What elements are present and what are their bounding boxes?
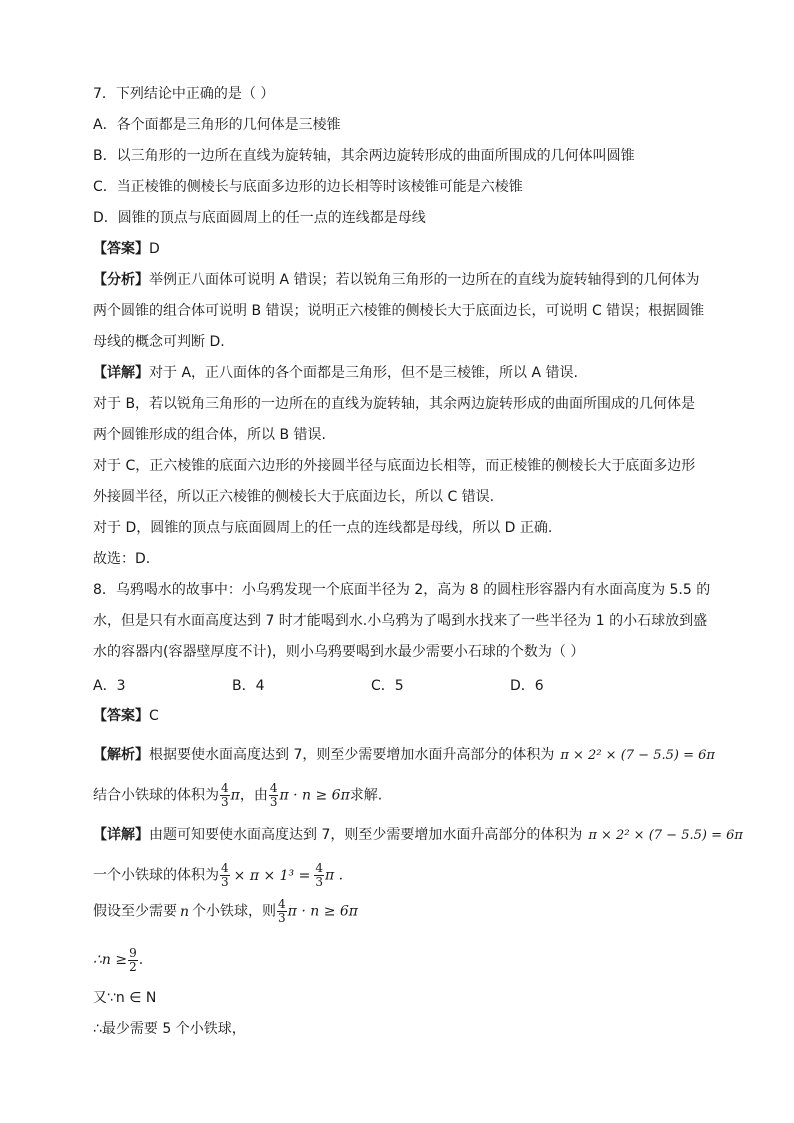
analysis-tag: 【分析】 [93,272,149,288]
q7-stem: 7．下列结论中正确的是（ ） [93,86,275,102]
q7-detail-line-1 [93,363,578,383]
detail-text: 对于 A，正八面体的各个面都是三角形，但不是三棱锥，所以 A 错误. [149,365,578,381]
q8-detail-line-3 [93,898,358,924]
q8-option-d: D．6 [510,678,544,694]
q8-detail-line-2 [93,862,343,888]
q8-detail-line-6: ∴最少需要 5 个小铁球， [93,1021,246,1037]
q8-stem-line-2: 水，但是只有水面高度达到 7 时才能喝到水.小乌鸦为了喝到水找来了一些半径为 1 的小石球放到盛 [93,613,708,629]
q7-choose: 故选：D. [93,551,151,567]
pi-symbol: π . [325,867,344,884]
detail-text: 一个小铁球的体积为 [93,867,219,884]
q7-detail-line-5: 外接圆半径，所以正六棱锥的侧棱长大于底面边长，所以 C 错误. [93,489,495,505]
product-expression: × π × 1³ = [233,867,311,884]
detail-text: 个小铁球，则 [192,903,277,920]
pi-symbol: π [230,787,240,804]
detail-text: 由题可知要使水面高度达到 7，则至少需要增加水面升高部分的体积为 [149,827,583,843]
q8-stem-line-3: 水的容器内(容器壁厚度不计)，则小乌鸦要喝到水最少需要小石球的个数为（ ） [93,644,585,660]
detail-text: 假设至少需要 [93,903,177,920]
q8-option-b: B．4 [232,678,265,694]
q7-option-c: C．当正棱锥的侧棱长与底面多边形的边长相等时该棱锥可能是六棱锥 [93,179,523,195]
q8-analysis-line-2 [93,782,382,808]
q7-option-b: B．以三角形的一边所在直线为旋转轴，其余两边旋转形成的曲面所围成的几何体叫圆锥 [93,148,635,164]
fraction-4-3: $\frac{4}{3}$ [278,897,286,925]
q8-stem-line-1: 8．乌鸦喝水的故事中：小乌鸦发现一个底面半径为 2，高为 8 的圆柱形容器内有水面高度为 5.5 的 [93,582,711,598]
analysis-formula: π × 2² × (7 − 5.5) = 6π [560,748,715,763]
fraction-4-3: $\frac{4}{3}$ [315,861,323,889]
q8-detail-line-1 [93,825,743,845]
q8-option-a: A．3 [93,678,126,694]
q7-detail-line-2: 对于 B，若以锐角三角形的一边所在的直线为旋转轴，其余两边旋转形成的曲面所围成的几何体是 [93,396,696,412]
answer-value: D [149,241,160,257]
q7-analysis-line-2: 两个圆锥的组合体可说明 B 错误；说明正六棱锥的侧棱长大于底面边长，可说明 C 错误；根据圆锥 [93,303,705,319]
variable-n: n [180,903,190,920]
inequality: π · n ≥ 6π [279,787,350,804]
answer-tag: 【答案】 [93,241,149,257]
q8-option-c: C．5 [371,678,404,694]
q7-analysis-line-3: 母线的概念可判断 D. [93,334,225,350]
inequality: π · n ≥ 6π [287,903,358,920]
q7-detail-line-6: 对于 D，圆锥的顶点与底面圆周上的任一点的连线都是母线，所以 D 正确. [93,520,553,536]
q7-detail-line-4: 对于 C，正六棱锥的底面六边形的外接圆半径与底面边长相等，而正棱锥的侧棱长大于底面多边形 [93,458,696,474]
q8-options [93,676,544,696]
q7-answer [93,239,160,259]
n-inequality: ∴n ≥ [93,952,128,968]
detail-tag: 【详解】 [93,827,149,843]
q7-analysis-line-1 [93,270,699,290]
analysis-text: 根据要使水面高度达到 7，则至少需要增加水面升高部分的体积为 [149,747,555,763]
q8-detail-line-4: ∴n ≥ $\frac{9}{2}$ . [93,945,144,974]
fraction-4-3: $\frac{4}{3}$ [221,861,229,889]
q7-option-d: D．圆锥的顶点与底面圆周上的任一点的连线都是母线 [93,210,426,226]
fraction-4-3: $\frac{4}{3}$ [269,781,278,809]
answer-tag: 【答案】 [93,708,149,724]
analysis-text: ，由 [239,787,268,804]
q7-option-a: A．各个面都是三角形的几何体是三棱锥 [93,117,341,133]
q8-detail-line-5: 又∵n ∈ N [93,990,157,1006]
detail-formula: π × 2² × (7 − 5.5) = 6π [588,828,743,843]
fraction-9-2: $\frac{9}{2}$ [129,945,137,974]
analysis-text: 结合小铁球的体积为 [93,787,219,804]
q8-answer [93,706,159,726]
analysis-tag: 【解析】 [93,747,149,763]
analysis-text: 求解. [349,787,383,804]
q8-analysis-line-1 [93,745,715,765]
answer-value: C [149,708,159,724]
analysis-text: 举例正八面体可说明 A 错误；若以锐角三角形的一边所在的直线为旋转轴得到的几何体为 [149,272,700,288]
fraction-4-3: $\frac{4}{3}$ [221,781,229,809]
detail-tag: 【详解】 [93,365,149,381]
q7-detail-line-3: 两个圆锥形成的组合体，所以 B 错误. [93,427,326,443]
